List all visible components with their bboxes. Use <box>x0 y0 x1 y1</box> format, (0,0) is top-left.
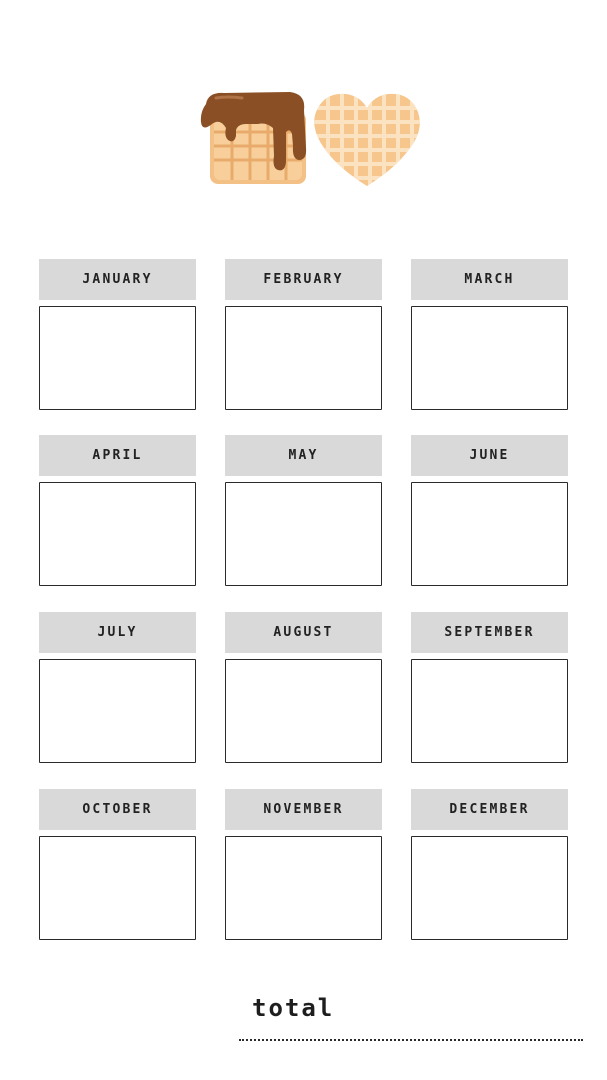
month-label: SEPTEMBER <box>411 612 568 653</box>
month-label: JANUARY <box>39 259 196 300</box>
month-october <box>39 789 196 940</box>
month-entry-box[interactable] <box>39 306 196 410</box>
total-entry-line[interactable] <box>239 1039 583 1041</box>
month-label: APRIL <box>39 435 196 476</box>
month-entry-box[interactable] <box>225 482 382 586</box>
month-august <box>225 612 382 763</box>
month-label: MAY <box>225 435 382 476</box>
month-december <box>411 789 568 940</box>
month-entry-box[interactable] <box>225 836 382 940</box>
month-june <box>411 435 568 586</box>
month-february <box>225 259 382 410</box>
heart-waffle-icon <box>308 88 424 192</box>
month-label: NOVEMBER <box>225 789 382 830</box>
month-label: AUGUST <box>225 612 382 653</box>
month-entry-box[interactable] <box>39 659 196 763</box>
month-label: OCTOBER <box>39 789 196 830</box>
total-label: total <box>252 994 335 1022</box>
month-april <box>39 435 196 586</box>
month-label: JUNE <box>411 435 568 476</box>
month-january <box>39 259 196 410</box>
month-entry-box[interactable] <box>411 836 568 940</box>
chocolate-waffle-icon <box>201 92 306 184</box>
month-label: MARCH <box>411 259 568 300</box>
month-label: DECEMBER <box>411 789 568 830</box>
month-march <box>411 259 568 410</box>
month-entry-box[interactable] <box>411 482 568 586</box>
month-label: JULY <box>39 612 196 653</box>
month-entry-box[interactable] <box>225 659 382 763</box>
waffle-illustration <box>198 88 424 192</box>
month-november <box>225 789 382 940</box>
month-july <box>39 612 196 763</box>
month-entry-box[interactable] <box>39 482 196 586</box>
month-label: FEBRUARY <box>225 259 382 300</box>
month-entry-box[interactable] <box>411 306 568 410</box>
month-entry-box[interactable] <box>411 659 568 763</box>
month-september <box>411 612 568 763</box>
month-may <box>225 435 382 586</box>
month-entry-box[interactable] <box>39 836 196 940</box>
month-entry-box[interactable] <box>225 306 382 410</box>
